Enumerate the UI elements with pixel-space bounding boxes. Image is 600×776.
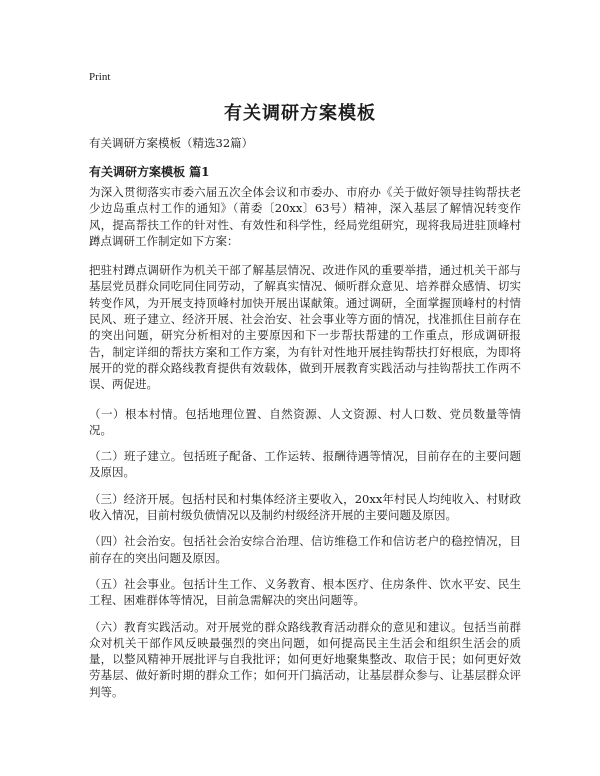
section-heading: 有关调研方案模板 篇1 bbox=[89, 165, 210, 179]
paragraph-item-6: （六）教育实践活动。对开展党的群众路线教育活动群众的意见和建议。包括当前群众对机关干部作风反映最强烈的突出问题，如何提高民主生活会和组织生活会的质量，以整风精神开展批评与自我批评；如何更好地聚集整改、取信于民；如何更好效劳基层、做好新时期的群众工作；如何开门搞活动，让基层群众参与、让基层群众评判等。 bbox=[89, 619, 521, 699]
paragraph-item-3: （三）经济开展。包括村民和村集体经济主要收入，20xx年村民人均纯收入、村财政收入情况，目前村级负债情况以及制约村级经济开展的主要问题及原因。 bbox=[89, 491, 521, 523]
page-title: 有关调研方案模板 bbox=[224, 103, 376, 124]
paragraph-item-2: （二）班子建立。包括班子配备、工作运转、报酬待遇等情况，目前存在的主要问题及原因。 bbox=[89, 449, 521, 480]
paragraph-intro: 为深入贯彻落实市委六届五次全体会议和市委办、市府办《关于做好领导挂钩帮扶老少边岛重点村工作的通知》（莆委〔20xx〕63号）精神，深入基层了解情况转变作风，提高帮扶工作的针对性、有效性和科学性，经局党组研究，现将我局进驻顶峰村蹲点调研工作制定如下方案： bbox=[89, 185, 521, 248]
document-subtitle: 有关调研方案模板（精选32篇） bbox=[89, 136, 254, 150]
paragraph-purpose: 把驻村蹲点调研作为机关干部了解基层情况、改进作风的重要举措，通过机关干部与基层党员群众同吃同住同劳动，了解真实情况、倾听群众意见、培养群众感情、切实转变作风，为开展支持顶峰村加快开展出谋献策。通过调研，全面掌握顶峰村的村情民风、班子建立、经济开展、社会治安、社会事业等方面的情况，找准抓住目前存在的突出问题，研究分析相对的主要原因和下一步帮扶帮建的工作重点，形成调研报告，制定详细的帮扶方案和工作方案，为有针对性地开展挂钩帮扶打好根底，为即将展开的党的群众路线教育提供有效载体，做到开展教育实践活动与挂钩帮扶工作两不误、两促进。 bbox=[89, 263, 521, 392]
paragraph-item-1: （一）根本村情。包括地理位置、自然资源、人文资源、村人口数、党员数量等情况。 bbox=[89, 406, 521, 437]
paragraph-item-4: （四）社会治安。包括社会治安综合治理、信访维稳工作和信访老户的稳控情况，目前存在的突出问题及原因。 bbox=[89, 534, 521, 565]
print-link[interactable]: Print bbox=[89, 71, 111, 83]
document-body bbox=[89, 184, 521, 710]
paragraph-item-5: （五）社会事业。包括计生工作、义务教育、根本医疗、住房条件、饮水平安、民生工程、困难群体等情况，目前急需解决的突出问题等。 bbox=[89, 576, 521, 608]
